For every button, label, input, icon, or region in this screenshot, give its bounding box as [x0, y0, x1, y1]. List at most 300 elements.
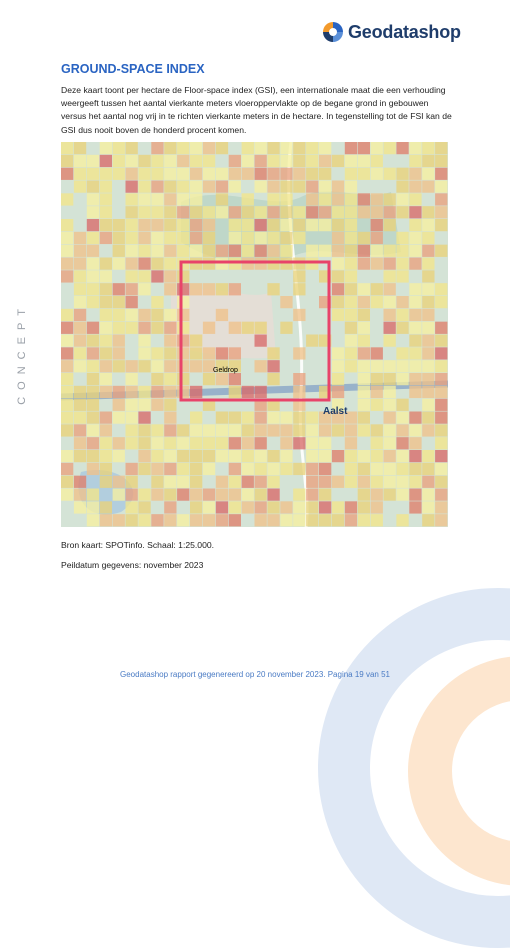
grid-cell	[267, 450, 279, 462]
grid-cell	[164, 142, 176, 154]
grid-cell	[422, 424, 434, 436]
grid-cell	[358, 258, 370, 270]
grid-cell	[358, 335, 370, 347]
grid-cell	[138, 399, 150, 411]
grid-cell	[151, 142, 163, 154]
grid-cell	[100, 450, 112, 462]
grid-cell	[151, 399, 163, 411]
grid-cell	[293, 412, 305, 424]
geodatashop-logo	[321, 20, 461, 44]
grid-cell	[255, 219, 267, 231]
grid-cell	[345, 322, 357, 334]
grid-cell	[242, 219, 254, 231]
grid-cell	[151, 206, 163, 218]
grid-cell	[74, 309, 86, 321]
grid-cell	[61, 399, 73, 411]
grid-cell	[113, 412, 125, 424]
grid-cell	[345, 514, 357, 526]
grid-cell	[190, 168, 202, 180]
grid-cell	[229, 206, 241, 218]
grid-cell	[409, 193, 421, 205]
grid-cell	[216, 424, 228, 436]
grid-cell	[242, 168, 254, 180]
grid-cell	[229, 463, 241, 475]
grid-cell	[151, 360, 163, 372]
grid-cell	[371, 168, 383, 180]
grid-cell	[126, 386, 138, 398]
grid-cell	[306, 155, 318, 167]
grid-cell	[358, 386, 370, 398]
grid-cell	[242, 501, 254, 513]
grid-cell	[255, 155, 267, 167]
grid-cell	[100, 501, 112, 513]
grid-cell	[190, 386, 202, 398]
grid-cell	[293, 347, 305, 359]
grid-cell	[87, 347, 99, 359]
grid-cell	[293, 206, 305, 218]
grid-cell	[332, 232, 344, 244]
grid-cell	[255, 476, 267, 488]
grid-cell	[216, 168, 228, 180]
grid-cell	[87, 424, 99, 436]
grid-cell	[396, 424, 408, 436]
grid-cell	[255, 142, 267, 154]
grid-cell	[126, 181, 138, 193]
grid-cell	[267, 155, 279, 167]
grid-cell	[203, 373, 215, 385]
grid-cell	[255, 450, 267, 462]
grid-cell	[138, 193, 150, 205]
grid-cell	[164, 232, 176, 244]
grid-cell	[216, 514, 228, 526]
grid-cell	[358, 360, 370, 372]
grid-cell	[138, 335, 150, 347]
grid-cell	[409, 360, 421, 372]
grid-cell	[87, 463, 99, 475]
grid-cell	[422, 181, 434, 193]
grid-cell	[293, 514, 305, 526]
grid-cell	[422, 360, 434, 372]
grid-cell	[113, 258, 125, 270]
grid-cell	[396, 142, 408, 154]
grid-cell	[190, 463, 202, 475]
grid-cell	[345, 245, 357, 257]
grid-cell	[151, 181, 163, 193]
grid-cell	[164, 514, 176, 526]
grid-cell	[177, 309, 189, 321]
grid-cell	[164, 463, 176, 475]
grid-cell	[345, 347, 357, 359]
grid-cell	[100, 155, 112, 167]
grid-cell	[384, 193, 396, 205]
grid-cell	[177, 514, 189, 526]
grid-cell	[371, 258, 383, 270]
grid-cell	[371, 219, 383, 231]
logo-mark-icon	[321, 20, 345, 44]
grid-cell	[255, 335, 267, 347]
grid-cell	[396, 463, 408, 475]
grid-cell	[138, 489, 150, 501]
grid-cell	[87, 181, 99, 193]
grid-cell	[203, 514, 215, 526]
grid-cell	[203, 322, 215, 334]
grid-cell	[113, 309, 125, 321]
grid-cell	[345, 181, 357, 193]
grid-cell	[74, 245, 86, 257]
grid-cell	[229, 322, 241, 334]
grid-cell	[267, 142, 279, 154]
grid-cell	[74, 501, 86, 513]
grid-cell	[100, 193, 112, 205]
grid-cell	[280, 181, 292, 193]
grid-cell	[61, 450, 73, 462]
grid-cell	[267, 373, 279, 385]
page-footer: Geodatashop rapport gegenereerd op 20 november 2023. Pagina 19 van 51	[120, 670, 390, 679]
grid-cell	[293, 373, 305, 385]
grid-cell	[358, 232, 370, 244]
grid-cell	[422, 206, 434, 218]
grid-cell	[435, 193, 447, 205]
grid-cell	[87, 232, 99, 244]
grid-cell	[61, 489, 73, 501]
grid-cell	[177, 270, 189, 282]
grid-cell	[280, 501, 292, 513]
grid-cell	[87, 412, 99, 424]
grid-cell	[177, 283, 189, 295]
grid-cell	[113, 386, 125, 398]
grid-cell	[293, 232, 305, 244]
grid-cell	[190, 476, 202, 488]
grid-cell	[384, 283, 396, 295]
grid-cell	[61, 476, 73, 488]
grid-cell	[396, 322, 408, 334]
grid-cell	[371, 489, 383, 501]
grid-cell	[422, 258, 434, 270]
grid-cell	[422, 322, 434, 334]
grid-cell	[409, 437, 421, 449]
grid-cell	[138, 155, 150, 167]
grid-cell	[74, 181, 86, 193]
grid-cell	[177, 489, 189, 501]
grid-cell	[126, 412, 138, 424]
grid-cell	[190, 489, 202, 501]
grid-cell	[190, 258, 202, 270]
grid-cell	[409, 424, 421, 436]
grid-cell	[61, 193, 73, 205]
grid-cell	[255, 322, 267, 334]
grid-cell	[138, 322, 150, 334]
grid-cell	[113, 360, 125, 372]
grid-cell	[345, 309, 357, 321]
grid-cell	[422, 476, 434, 488]
grid-cell	[177, 424, 189, 436]
grid-cell	[177, 155, 189, 167]
grid-cell	[319, 514, 331, 526]
grid-cell	[164, 309, 176, 321]
grid-cell	[190, 514, 202, 526]
grid-cell	[151, 463, 163, 475]
grid-cell	[151, 193, 163, 205]
grid-cell	[255, 386, 267, 398]
grid-cell	[216, 283, 228, 295]
grid-cell	[435, 501, 447, 513]
grid-cell	[229, 489, 241, 501]
grid-cell	[319, 501, 331, 513]
grid-cell	[151, 489, 163, 501]
grid-cell	[293, 283, 305, 295]
grid-cell	[151, 258, 163, 270]
grid-cell	[306, 476, 318, 488]
grid-cell	[435, 412, 447, 424]
grid-cell	[216, 142, 228, 154]
grid-cell	[422, 232, 434, 244]
grid-cell	[435, 168, 447, 180]
grid-cell	[306, 219, 318, 231]
grid-cell	[242, 489, 254, 501]
grid-cell	[203, 258, 215, 270]
grid-cell	[345, 232, 357, 244]
grid-cell	[113, 399, 125, 411]
page-title: GROUND-SPACE INDEX	[61, 62, 205, 76]
grid-cell	[255, 424, 267, 436]
grid-cell	[384, 335, 396, 347]
grid-cell	[229, 386, 241, 398]
grid-cell	[267, 258, 279, 270]
grid-cell	[422, 219, 434, 231]
grid-cell	[203, 181, 215, 193]
grid-cell	[280, 296, 292, 308]
grid-cell	[100, 437, 112, 449]
grid-cell	[435, 424, 447, 436]
grid-cell	[61, 347, 73, 359]
grid-cell	[435, 181, 447, 193]
grid-cell	[190, 501, 202, 513]
grid-cell	[345, 476, 357, 488]
grid-cell	[384, 309, 396, 321]
grid-cell	[409, 168, 421, 180]
grid-cell	[138, 501, 150, 513]
grid-cell	[332, 155, 344, 167]
grid-cell	[280, 412, 292, 424]
grid-cell	[306, 437, 318, 449]
grid-cell	[229, 258, 241, 270]
grid-cell	[74, 476, 86, 488]
intro-paragraph: Deze kaart toont per hectare de Floor-space index (GSI), een internationale maat die een verhouding weergeeft tussen het aantal vierkante meters vloeroppervlakte op de begane grond in gebouwen versus het aantal nog vrij in te richten vierkante meters in de hectare. In tegenstelling tot de FSI kan de GSI dus nooit boven de honderd procent komen.	[61, 85, 452, 135]
grid-cell	[409, 412, 421, 424]
grid-cell	[216, 437, 228, 449]
grid-cell	[358, 322, 370, 334]
grid-cell	[190, 360, 202, 372]
grid-cell	[293, 155, 305, 167]
grid-cell	[242, 463, 254, 475]
decorative-arc-peach	[408, 656, 510, 886]
grid-cell	[87, 296, 99, 308]
grid-cell	[242, 142, 254, 154]
grid-cell	[126, 489, 138, 501]
grid-cell	[384, 399, 396, 411]
grid-cell	[306, 335, 318, 347]
grid-cell	[203, 245, 215, 257]
grid-cell	[100, 335, 112, 347]
grid-cell	[100, 219, 112, 231]
grid-cell	[319, 155, 331, 167]
grid-cell	[255, 360, 267, 372]
grid-cell	[151, 309, 163, 321]
grid-cell	[358, 489, 370, 501]
grid-cell	[190, 412, 202, 424]
grid-cell	[203, 463, 215, 475]
grid-cell	[319, 193, 331, 205]
grid-cell	[126, 373, 138, 385]
logo-text: Geodatashop	[348, 21, 461, 42]
grid-cell	[229, 155, 241, 167]
grid-cell	[435, 155, 447, 167]
grid-cell	[74, 258, 86, 270]
grid-cell	[435, 386, 447, 398]
grid-cell	[113, 450, 125, 462]
grid-cell	[384, 270, 396, 282]
grid-cell	[422, 142, 434, 154]
grid-cell	[74, 155, 86, 167]
grid-cell	[396, 412, 408, 424]
grid-cell	[280, 258, 292, 270]
grid-cell	[306, 463, 318, 475]
grid-cell	[332, 206, 344, 218]
grid-cell	[409, 283, 421, 295]
grid-cell	[409, 489, 421, 501]
grid-cell	[293, 309, 305, 321]
grid-cell	[126, 283, 138, 295]
grid-cell	[267, 206, 279, 218]
grid-cell	[384, 258, 396, 270]
grid-cell	[345, 501, 357, 513]
grid-cell	[61, 155, 73, 167]
grid-cell	[113, 296, 125, 308]
grid-cell	[177, 232, 189, 244]
grid-cell	[164, 206, 176, 218]
grid-cell	[332, 258, 344, 270]
grid-cell	[396, 245, 408, 257]
grid-cell	[177, 476, 189, 488]
map-source: Bron kaart: SPOTinfo. Schaal: 1:25.000.	[61, 540, 215, 550]
grid-cell	[255, 501, 267, 513]
grid-cell	[113, 232, 125, 244]
grid-cell	[409, 155, 421, 167]
grid-cell	[409, 463, 421, 475]
grid-cell	[216, 193, 228, 205]
grid-cell	[87, 193, 99, 205]
grid-cell	[100, 322, 112, 334]
grid-cell	[255, 258, 267, 270]
grid-cell	[371, 514, 383, 526]
grid-cell	[151, 155, 163, 167]
grid-cell	[164, 412, 176, 424]
grid-cell	[190, 347, 202, 359]
grid-cell	[332, 283, 344, 295]
grid-cell	[267, 424, 279, 436]
grid-cell	[371, 399, 383, 411]
grid-cell	[422, 386, 434, 398]
grid-cell	[332, 424, 344, 436]
grid-cell	[280, 450, 292, 462]
grid-cell	[151, 322, 163, 334]
grid-cell	[435, 489, 447, 501]
grid-cell	[87, 399, 99, 411]
grid-cell	[100, 258, 112, 270]
grid-cell	[229, 168, 241, 180]
grid-cell	[293, 168, 305, 180]
grid-cell	[255, 245, 267, 257]
grid-cell	[319, 450, 331, 462]
grid-cell	[61, 168, 73, 180]
grid-cell	[293, 270, 305, 282]
grid-cell	[177, 335, 189, 347]
grid-cell	[371, 206, 383, 218]
grid-cell	[113, 347, 125, 359]
grid-cell	[126, 501, 138, 513]
grid-cell	[229, 437, 241, 449]
grid-cell	[319, 489, 331, 501]
grid-cell	[280, 514, 292, 526]
grid-cell	[100, 373, 112, 385]
grid-cell	[126, 322, 138, 334]
grid-cell	[319, 476, 331, 488]
grid-cell	[267, 501, 279, 513]
grid-cell	[384, 412, 396, 424]
grid-cell	[126, 296, 138, 308]
grid-cell	[345, 437, 357, 449]
grid-cell	[332, 181, 344, 193]
grid-cell	[306, 258, 318, 270]
grid-cell	[409, 258, 421, 270]
grid-cell	[126, 309, 138, 321]
grid-cell	[267, 463, 279, 475]
grid-cell	[87, 450, 99, 462]
grid-cell	[113, 142, 125, 154]
grid-cell	[396, 514, 408, 526]
grid-cell	[151, 219, 163, 231]
grid-cell	[138, 181, 150, 193]
grid-cell	[113, 155, 125, 167]
grid-cell	[190, 232, 202, 244]
grid-cell	[255, 181, 267, 193]
grid-cell	[396, 181, 408, 193]
grid-cell	[396, 399, 408, 411]
grid-cell	[87, 245, 99, 257]
grid-cell	[306, 245, 318, 257]
grid-cell	[100, 424, 112, 436]
grid-cell	[267, 168, 279, 180]
grid-cell	[74, 168, 86, 180]
grid-cell	[319, 206, 331, 218]
grid-cell	[151, 270, 163, 282]
grid-cell	[203, 206, 215, 218]
grid-cell	[126, 399, 138, 411]
grid-cell	[126, 270, 138, 282]
grid-cell	[242, 232, 254, 244]
grid-cell	[216, 309, 228, 321]
grid-cell	[151, 245, 163, 257]
grid-cell	[280, 245, 292, 257]
grid-cell	[87, 206, 99, 218]
grid-cell	[100, 283, 112, 295]
grid-cell	[371, 476, 383, 488]
grid-cell	[74, 296, 86, 308]
grid-cell	[422, 399, 434, 411]
grid-cell	[74, 412, 86, 424]
grid-cell	[306, 450, 318, 462]
grid-cell	[267, 219, 279, 231]
